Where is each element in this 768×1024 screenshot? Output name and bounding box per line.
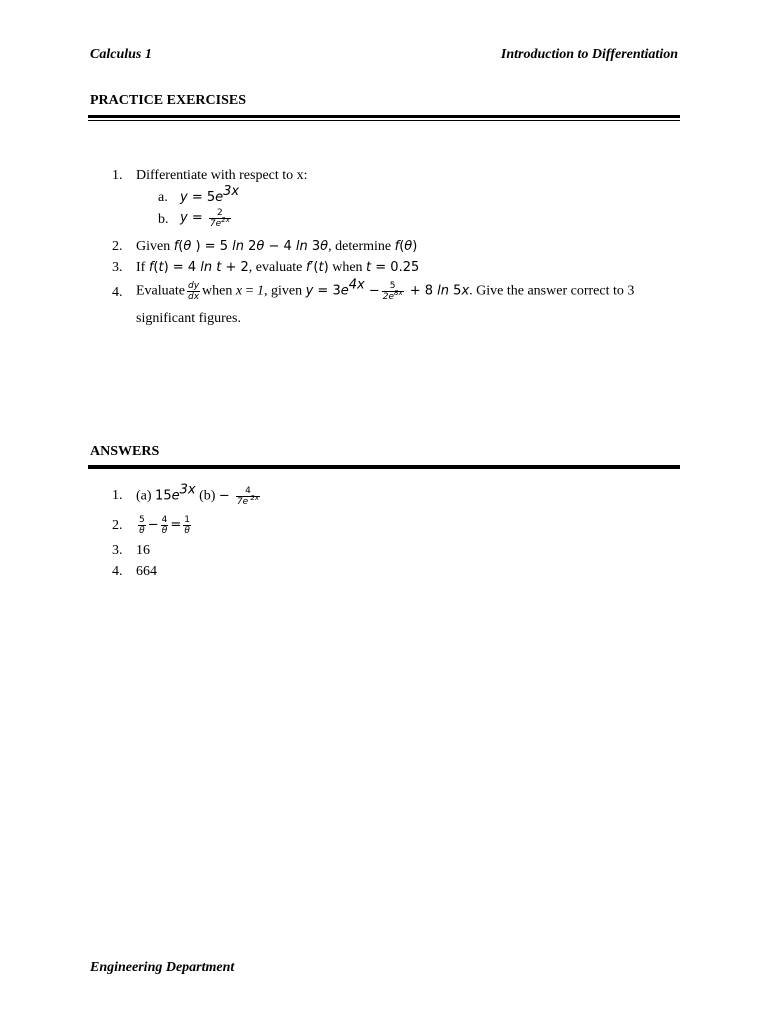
topic-title: Introduction to Differentiation: [500, 47, 678, 62]
heading-rule-thick: [88, 115, 680, 118]
exercise-3-number: 3.: [112, 260, 123, 275]
footer-department: Engineering Department: [90, 960, 235, 975]
exercise-1a-expression: $y = 5e^{3x}$: [180, 184, 240, 205]
exercise-1b-expression: y = $\frac{2}{7e^{2x}}$: [180, 208, 230, 229]
course-title: Calculus 1: [90, 47, 152, 62]
exercise-3-text: If f(t) = 4 ln t + 2, evaluate f′(t) when t = 0.25: [136, 260, 420, 275]
exercise-1-number: 1.: [112, 168, 123, 183]
exercise-4-text: Evaluate $\frac{dy}{dx}$ when x = 1, given $y = 3e^{4x}$ − $\frac{5}{2e^{8x}}$ + 8 ln 5x. Give the answer correct to 3: [136, 277, 635, 302]
exercise-2-number: 2.: [112, 239, 123, 254]
answer-3-value: 16: [136, 543, 150, 558]
exercise-2-text: Given f(θ ) = 5 ln 2θ − 4 ln 3θ, determine f(θ): [136, 239, 418, 254]
exercise-1b-label: b.: [158, 212, 169, 227]
exercise-4-number: 4.: [112, 285, 123, 300]
answer-3-number: 3.: [112, 543, 123, 558]
answer-2-expression: $\frac{5}{\theta}$ − $\frac{4}{\theta}$ = $\frac{1}{\theta}$: [139, 515, 191, 536]
answer-2-number: 2.: [112, 518, 123, 533]
answer-1-text: (a) $15e^{3x}$ (b) − $\frac{4}{7e ^{2x}}$: [136, 482, 260, 507]
answer-4-value: 664: [136, 564, 157, 579]
exercise-1a-label: a.: [158, 190, 168, 205]
answers-heading: ANSWERS: [90, 444, 160, 459]
heading-rule-thin: [88, 120, 680, 121]
exercise-1-text: Differentiate with respect to x:: [136, 168, 308, 183]
answer-4-number: 4.: [112, 564, 123, 579]
answer-1-number: 1.: [112, 488, 123, 503]
answers-rule: [88, 465, 680, 469]
exercise-4-continuation: significant figures.: [136, 311, 241, 326]
practice-exercises-heading: PRACTICE EXERCISES: [90, 93, 246, 108]
